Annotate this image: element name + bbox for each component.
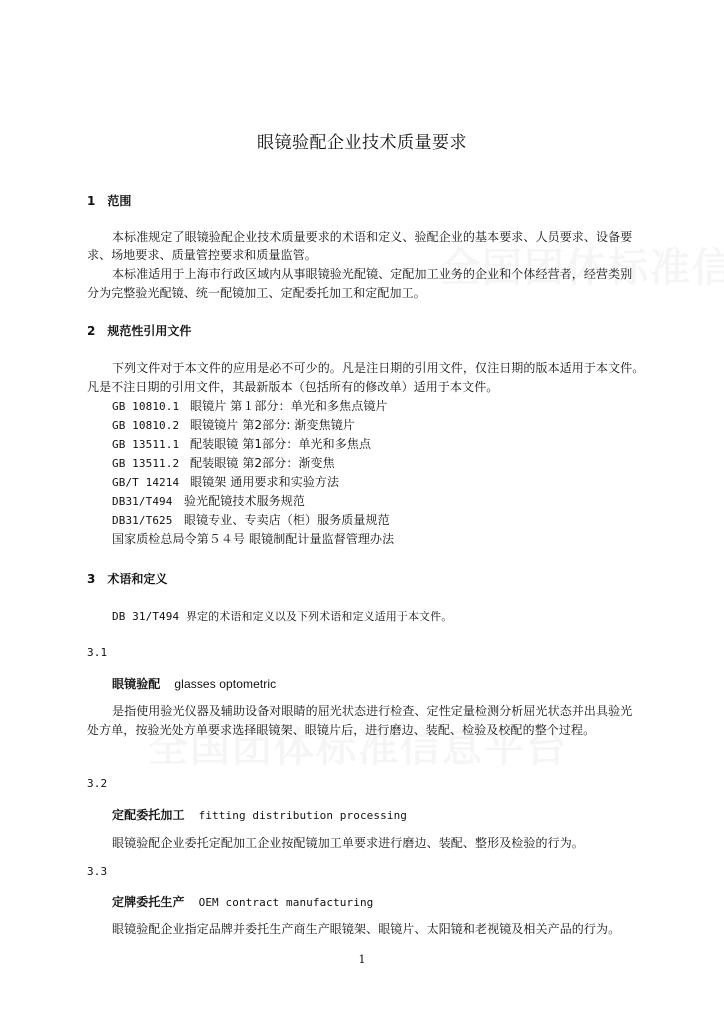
reference-item [112, 435, 371, 452]
scope-para1-line1: 本标准规定了眼镜验配企业技术质量要求的术语和定义、验配企业的基本要求、人员要求、设备要 [112, 230, 633, 244]
refs-intro-line1: 下列文件对于本文件的应用是必不可少的。凡是注日期的引用文件，仅注日期的版本适用于本文件。 [112, 361, 645, 375]
term-heading [112, 806, 407, 823]
reference-title: 验光配镜技术服务规范 [184, 494, 306, 508]
term-number: 3.3 [87, 865, 108, 878]
term-number: 3.2 [87, 777, 108, 790]
reference-item [112, 473, 339, 490]
section-number: 3 [87, 572, 96, 586]
section-title: 术语和定义 [107, 572, 168, 586]
section-3-heading [87, 570, 167, 587]
scope-para1-line2: 求、场地要求、质量管控要求和质量监管。 [87, 248, 317, 262]
term-english: OEM contract manufacturing [198, 896, 374, 909]
terms-intro: DB 31/T494 界定的术语和定义以及下列术语和定义适用于本文件。 [112, 610, 453, 623]
term-definition-line1: 是指使用验光仪器及辅助设备对眼睛的屈光状态进行检查、定性定量检测分析屈光状态并出具验光 [112, 704, 633, 718]
section-2-heading [87, 322, 191, 339]
term-chinese: 定配委托加工 [112, 808, 185, 822]
reference-item-regulation: 国家质检总局令第５４号 眼镜制配计量监督管理办法 [112, 532, 395, 546]
reference-code: GB 13511.1 [112, 438, 180, 451]
reference-code: GB 10810.2 [112, 419, 180, 432]
reference-code: GB/T 14214 [112, 476, 180, 489]
page-number: 1 [358, 953, 366, 966]
reference-code: GB 10810.1 [112, 400, 180, 413]
term-number: 3.1 [87, 646, 108, 659]
section-number: 1 [87, 194, 96, 208]
section-number: 2 [87, 324, 96, 338]
reference-title: 眼镜专业、专卖店（柜）服务质量规范 [184, 513, 390, 527]
scope-para2-line2: 分为完整验光配镜、统一配镜加工、定配委托加工和定配加工。 [87, 286, 426, 300]
reference-title: 眼镜架 通用要求和实验方法 [190, 475, 340, 489]
reference-item [112, 397, 388, 414]
document-title: 眼镜验配企业技术质量要求 [257, 133, 467, 153]
term-english: glasses optometric [174, 677, 277, 691]
reference-item [112, 454, 335, 471]
term-heading [112, 675, 276, 692]
reference-title: 眼镜片 第１部分：单光和多焦点镜片 [190, 399, 388, 413]
section-title: 范围 [107, 194, 132, 208]
reference-code: DB31/T625 [112, 514, 173, 527]
reference-item [112, 511, 390, 528]
term-definition-line1: 眼镜验配企业委托定配加工企业按配镜加工单要求进行磨边、装配、整形及检验的行为。 [112, 836, 584, 850]
term-chinese: 定牌委托生产 [112, 895, 185, 909]
term-heading [112, 893, 373, 910]
reference-title: 配装眼镜 第1部分：单光和多焦点 [190, 437, 372, 451]
section-title: 规范性引用文件 [107, 324, 192, 338]
reference-code: DB31/T494 [112, 495, 173, 508]
reference-item [112, 492, 305, 509]
reference-title: 配装眼镜 第2部分：渐变焦 [190, 456, 335, 470]
section-1-heading [87, 192, 131, 209]
reference-code: GB 13511.2 [112, 457, 180, 470]
reference-title: 眼镜镜片 第2部分: 渐变焦镜片 [190, 418, 355, 432]
term-definition-line1: 眼镜验配企业指定品牌并委托生产商生产眼镜架、眼镜片、太阳镜和老视镜及相关产品的行为。 [112, 922, 621, 936]
refs-intro-line2: 凡是不注日期的引用文件，其最新版本（包括所有的修改单）适用于本文件。 [87, 380, 499, 394]
term-english: fitting distribution processing [198, 809, 408, 822]
scope-para2-line1: 本标准适用于上海市行政区域内从事眼镜验光配镜、定配加工业务的企业和个体经营者，经营类别 [112, 267, 633, 281]
reference-item [112, 416, 355, 433]
term-definition-line2: 处方单，按验光处方单要求选择眼镜架、眼镜片后，进行磨边、装配、检验及校配的整个过程。 [87, 723, 596, 737]
term-chinese: 眼镜验配 [112, 677, 161, 691]
